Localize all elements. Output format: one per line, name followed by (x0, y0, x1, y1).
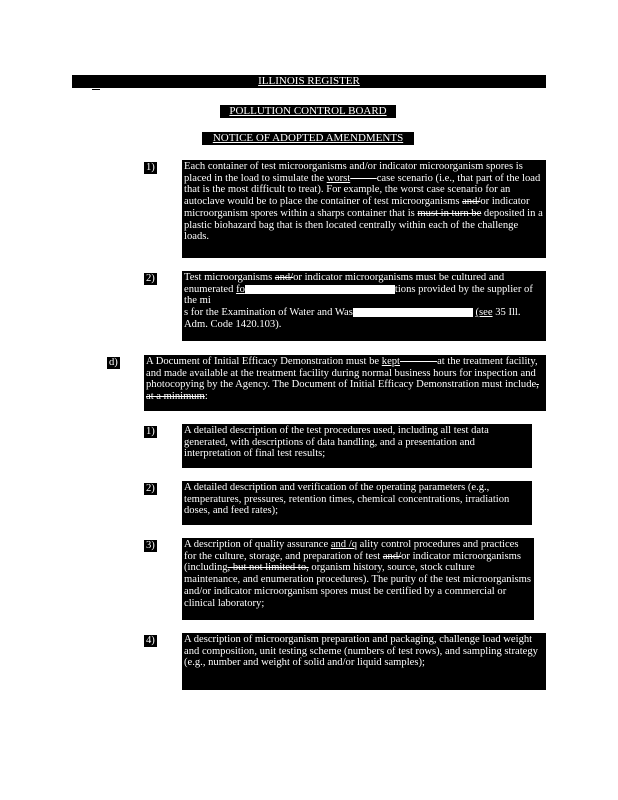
paragraph-d1: A detailed description of the test procedures used, including all test data generated, with descriptions of data handling, and a presentation and interpretation of final test results; (182, 424, 532, 468)
notice-header (202, 132, 414, 145)
register-header (72, 75, 546, 88)
margin-mark (92, 89, 100, 90)
paragraph-c1: Each container of test microorganisms and/or indicator microorganism spores is placed in the load to simulate the worst —— case scenario (i.e., that part of the load that is the most difficult to treat). For example, the worst case scenario for an autoclave would be to place the container of test microorganisms and/or indicator microorganism spores within a sharps container that is must in turn be deposited in a plastic biohazard bag that is then located centrally within each of the challenge loads. (182, 160, 546, 258)
item-number: 1) (146, 426, 155, 437)
item-number: 2) (146, 483, 155, 494)
register-title: ILLINOIS REGISTER (258, 75, 360, 87)
redaction-mark (245, 285, 395, 294)
item-number: 2) (146, 273, 155, 284)
item-number: 1) (146, 162, 155, 173)
item-number: 3) (146, 540, 155, 551)
paragraph-d3: A description of quality assurance and /q ality control procedures and practices for the culture, storage, and preparation of test and/or indicator microorganisms (including, but not limited to, organism history, source, stock culture maintenance, and enumeration procedures). The purity of the test microorganisms and/or indicator microorganism spores must be certified by a commercial or clinical laboratory; (182, 538, 534, 620)
paragraph-d2: A detailed description and verification of the operating parameters (e.g., temperatures, pressures, retention times, chemical concentrations, irradiation doses, and feed rates); (182, 481, 532, 525)
item-number: 4) (146, 635, 155, 646)
redaction-mark (353, 308, 473, 317)
notice-title: NOTICE OF ADOPTED AMENDMENTS (212, 132, 404, 144)
section-letter: d) (109, 357, 118, 368)
board-header (220, 105, 396, 118)
paragraph-d: A Document of Initial Efficacy Demonstration must be kept ——— at the treatment facility, and made available at the treatment facility during normal business hours for inspection and photocopying by the Agency. The Document of Initial Efficacy Demonstration must include, at a minimum: (144, 355, 546, 411)
paragraph-c2: Test microorganisms and/or indicator microorganisms must be cultured and enumerated fo tions provided by the supplier of the mi s for the Examination of Water and Was (see 35 Ill. Adm. Code 1420.103). (182, 271, 546, 341)
paragraph-d4: A description of microorganism preparation and packaging, challenge load weight and composition, unit testing scheme (numbers of test rows), and sampling strategy (e.g., number and weight of solid and/or liquid samples); (182, 633, 546, 690)
board-title: POLLUTION CONTROL BOARD (229, 105, 387, 117)
